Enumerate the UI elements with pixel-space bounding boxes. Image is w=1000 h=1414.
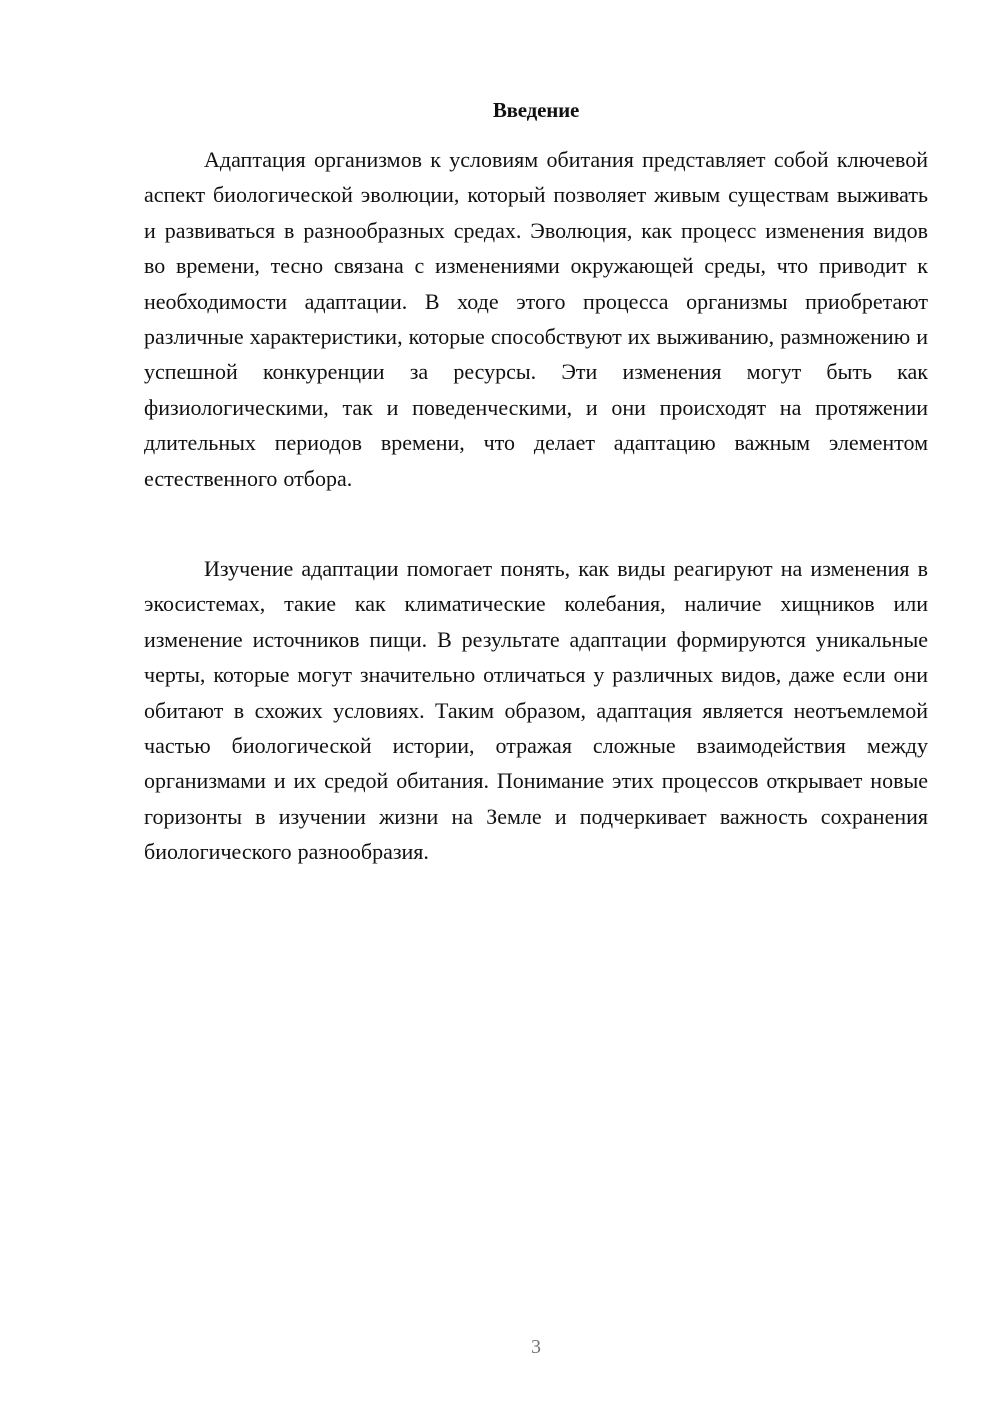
page-number: 3: [531, 1336, 541, 1358]
paragraph-2: Изучение адаптации помогает понять, как виды реагируют на изменения в экосистемах, такие как климатические колебания, наличие хищников или изменение источников пищи. В результате адаптации формируются уникальные черты, которые могут значительно отличаться у различных видов, даже если они обитают в схожих условиях. Таким образом, адаптация является неотъемлемой частью биологической истории, отражая сложные взаимодействия между организмами и их средой обитания. Понимание этих процессов открывает новые горизонты в изучении жизни на Земле и подчеркивает важность сохранения биологического разнообразия.: [144, 556, 928, 865]
section-heading: Введение: [492, 98, 580, 122]
paragraph-1: Адаптация организмов к условиям обитания представляет собой ключевой аспект биологической эволюции, который позволяет живым существам выживать и развиваться в разнообразных средах. Эволюция, как процесс изменения видов во времени, тесно связана с изменениями окружающей среды, что приводит к необходимости адаптации. В ходе этого процесса организмы приобретают различные характеристики, которые способствуют их выживанию, размножению и успешной конкуренции за ресурсы. Эти изменения могут быть как физиологическими, так и поведенческими, и они происходят на протяжении длительных периодов времени, что делает адаптацию важным элементом естественного отбора.: [144, 147, 928, 491]
